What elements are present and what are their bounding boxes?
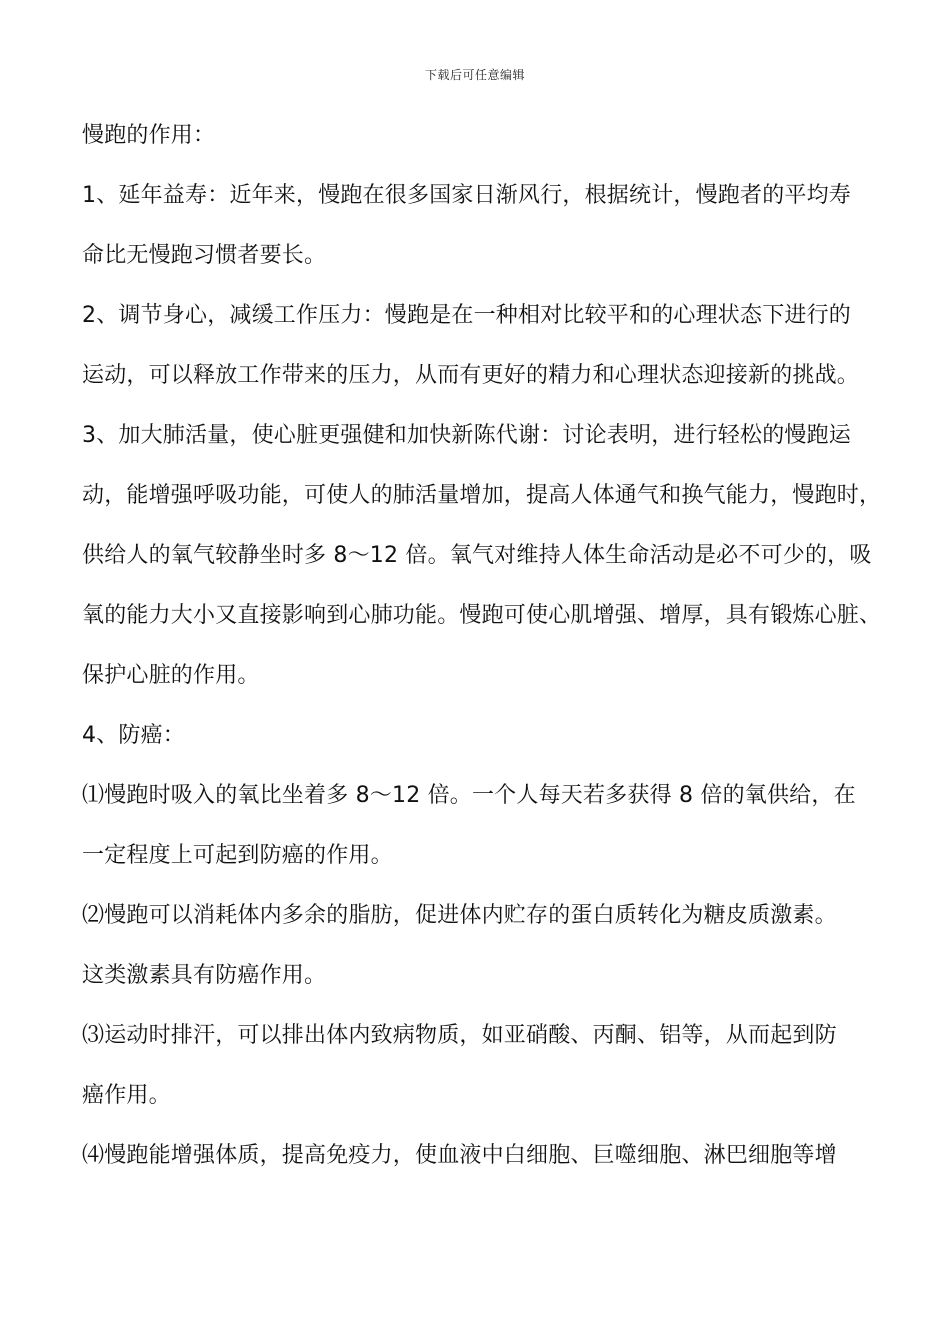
page-header: 下载后可任意编辑 (424, 68, 525, 82)
text-line: 这类激素具有防癌作用。 (82, 963, 327, 988)
text-line: 供给人的氧气较静坐时多 8～12 倍。氧气对维持人体生命活动是必不可少的，吸 (82, 543, 872, 568)
text-line: 1、延年益寿：近年来，慢跑在很多国家日渐风行，根据统计，慢跑者的平均寿 (82, 183, 851, 208)
text-line: ⑷慢跑能增强体质，提高免疫力，使血液中白细胞、巨噬细胞、淋巴细胞等增 (82, 1143, 837, 1168)
text-line: 一定程度上可起到防癌的作用。 (82, 843, 393, 868)
text-line: 命比无慢跑习惯者要长。 (82, 243, 327, 268)
text-line: 运动，可以释放工作带来的压力，从而有更好的精力和心理状态迎接新的挑战。 (82, 363, 860, 388)
text-line: 保护心脏的作用。 (82, 663, 260, 688)
text-line: 动，能增强呼吸功能，可使人的肺活量增加，提高人体通气和换气能力，慢跑时， (82, 483, 882, 508)
text-line: ⑵慢跑可以消耗体内多余的脂肪，促进体内贮存的蛋白质转化为糖皮质激素。 (82, 903, 837, 928)
text-line: 3、加大肺活量，使心脏更强健和加快新陈代谢：讨论表明，进行轻松的慢跑运 (82, 423, 851, 448)
text-line: ⑴慢跑时吸入的氧比坐着多 8～12 倍。一个人每天若多获得 8 倍的氧供给，在 (82, 783, 856, 808)
text-line: ⑶运动时排汗，可以排出体内致病物质，如亚硝酸、丙酮、铝等，从而起到防 (82, 1023, 837, 1048)
text-line: 2、调节身心，减缓工作压力：慢跑是在一种相对比较平和的心理状态下进行的 (82, 303, 851, 328)
text-line: 癌作用。 (82, 1083, 171, 1108)
section-title: 慢跑的作用： (82, 123, 216, 148)
text-line: 4、防癌： (82, 723, 185, 748)
document-body (82, 118, 882, 1198)
text-line: 氧的能力大小又直接影响到心肺功能。慢跑可使心肌增强、增厚，具有锻炼心脏、 (82, 603, 882, 628)
